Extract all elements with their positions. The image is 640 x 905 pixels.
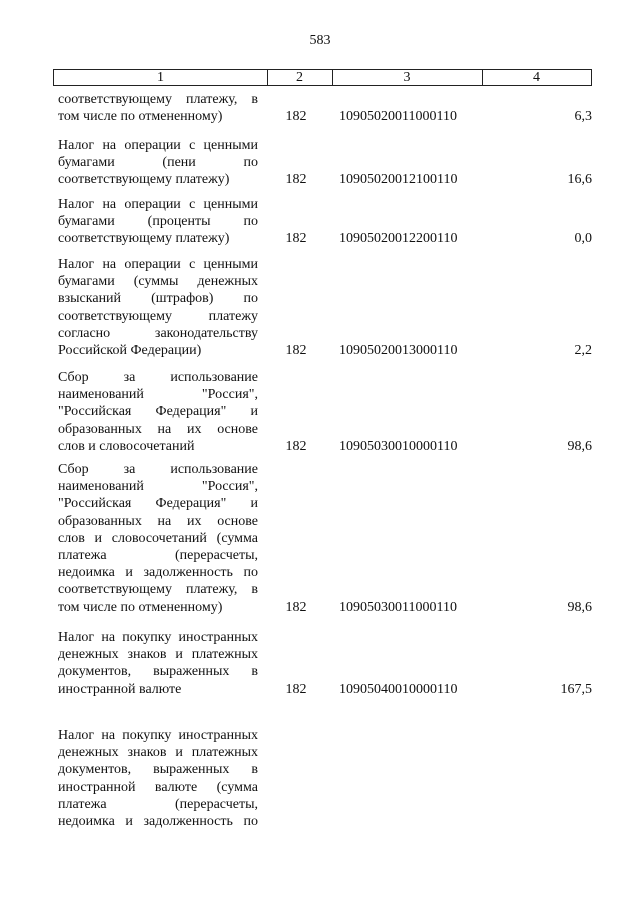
- description-line: Сбор за использование: [58, 370, 258, 385]
- description-line: соответствующему платежу, в: [58, 582, 258, 598]
- description-line: наименований "Россия",: [58, 479, 258, 495]
- description-line: Налог на операции с ценными: [58, 197, 258, 212]
- row-budget-code: 10905030011000110: [339, 599, 457, 615]
- row-budget-code: 10905030010000110: [339, 438, 458, 454]
- row-code: 182: [285, 231, 307, 247]
- page-number: 583: [309, 33, 331, 48]
- description-line: том числе по отмененному): [58, 109, 223, 125]
- description-line: Сбор за использование: [58, 462, 258, 477]
- description-line: слов и словосочетаний (сумма: [58, 530, 258, 546]
- column-header-2: 2: [296, 70, 303, 85]
- description-line: иностранной валюте (сумма: [58, 779, 258, 795]
- column-header-1: 1: [157, 70, 164, 85]
- description-line: Налог на покупку иностранных: [58, 630, 258, 645]
- row-budget-code: 10905020012100110: [339, 172, 458, 188]
- description-line: денежных знаков и платежных: [58, 745, 258, 761]
- description-line: соответствующему платежу, в: [58, 92, 258, 107]
- row-amount: 2,2: [574, 343, 592, 358]
- description-line: бумагами (пени по: [58, 155, 258, 171]
- description-line: денежных знаков и платежных: [58, 647, 258, 663]
- row-description: [58, 369, 258, 455]
- description-line: соответствующему платежу): [58, 172, 230, 188]
- description-line: образованных на их основе: [58, 513, 258, 529]
- column-header-4: 4: [533, 70, 540, 85]
- description-line: слов и словосочетаний: [58, 438, 195, 454]
- row-budget-code: 10905020011000110: [339, 109, 457, 125]
- column-header-3: 3: [403, 70, 411, 85]
- row-description: [58, 629, 258, 698]
- row-code: 182: [285, 681, 307, 697]
- row-budget-code: 10905020012200110: [339, 231, 458, 247]
- row-amount: 98,6: [567, 438, 592, 454]
- row-code: 182: [285, 172, 307, 188]
- row-budget-code: 10905040010000110: [339, 681, 458, 697]
- row-description: [58, 461, 258, 616]
- row-budget-code: 10905020013000110: [339, 343, 458, 358]
- description-line: бумагами (суммы денежных: [58, 274, 258, 290]
- description-line: "Российская Федерация" и: [58, 496, 258, 512]
- description-line: Российской Федерации): [58, 343, 202, 359]
- row-description: [58, 256, 258, 359]
- row-amount: 16,6: [567, 172, 592, 188]
- row-description: [58, 91, 258, 125]
- row-description: [58, 196, 258, 248]
- description-line: Налог на операции с ценными: [58, 138, 258, 153]
- row-amount: 0,0: [574, 231, 592, 247]
- row-code: 182: [285, 343, 307, 358]
- description-line: соответствующему платежу): [58, 231, 230, 247]
- description-line: недоимка и задолженность по: [58, 565, 258, 581]
- description-line: платежа (перерасчеты,: [58, 796, 258, 812]
- description-line: недоимка и задолженность по: [58, 814, 258, 830]
- description-line: образованных на их основе: [58, 421, 258, 437]
- description-line: наименований "Россия",: [58, 387, 258, 403]
- row-code: 182: [285, 109, 307, 125]
- description-line: соответствующему платежу: [58, 308, 258, 324]
- description-line: платежа (перерасчеты,: [58, 548, 258, 564]
- column-header-row: [53, 69, 592, 86]
- description-line: документов, выраженных в: [58, 664, 258, 680]
- row-description: [58, 137, 258, 189]
- row-amount: 167,5: [560, 681, 592, 697]
- row-amount: 6,3: [574, 109, 592, 125]
- description-line: взысканий (штрафов) по: [58, 291, 258, 307]
- description-line: Налог на операции с ценными: [58, 257, 258, 272]
- row-code: 182: [285, 599, 307, 615]
- description-line: иностранной валюте: [58, 681, 182, 697]
- row-code: 182: [285, 438, 307, 454]
- description-line: том числе по отмененному): [58, 599, 223, 615]
- description-line: документов, выраженных в: [58, 762, 258, 778]
- description-line: "Российская Федерация" и: [58, 404, 258, 420]
- description-line: согласно законодательству: [58, 325, 258, 341]
- description-line: Налог на покупку иностранных: [58, 728, 258, 743]
- row-amount: 98,6: [567, 599, 592, 615]
- row-description: [58, 727, 258, 830]
- description-line: бумагами (проценты по: [58, 214, 258, 230]
